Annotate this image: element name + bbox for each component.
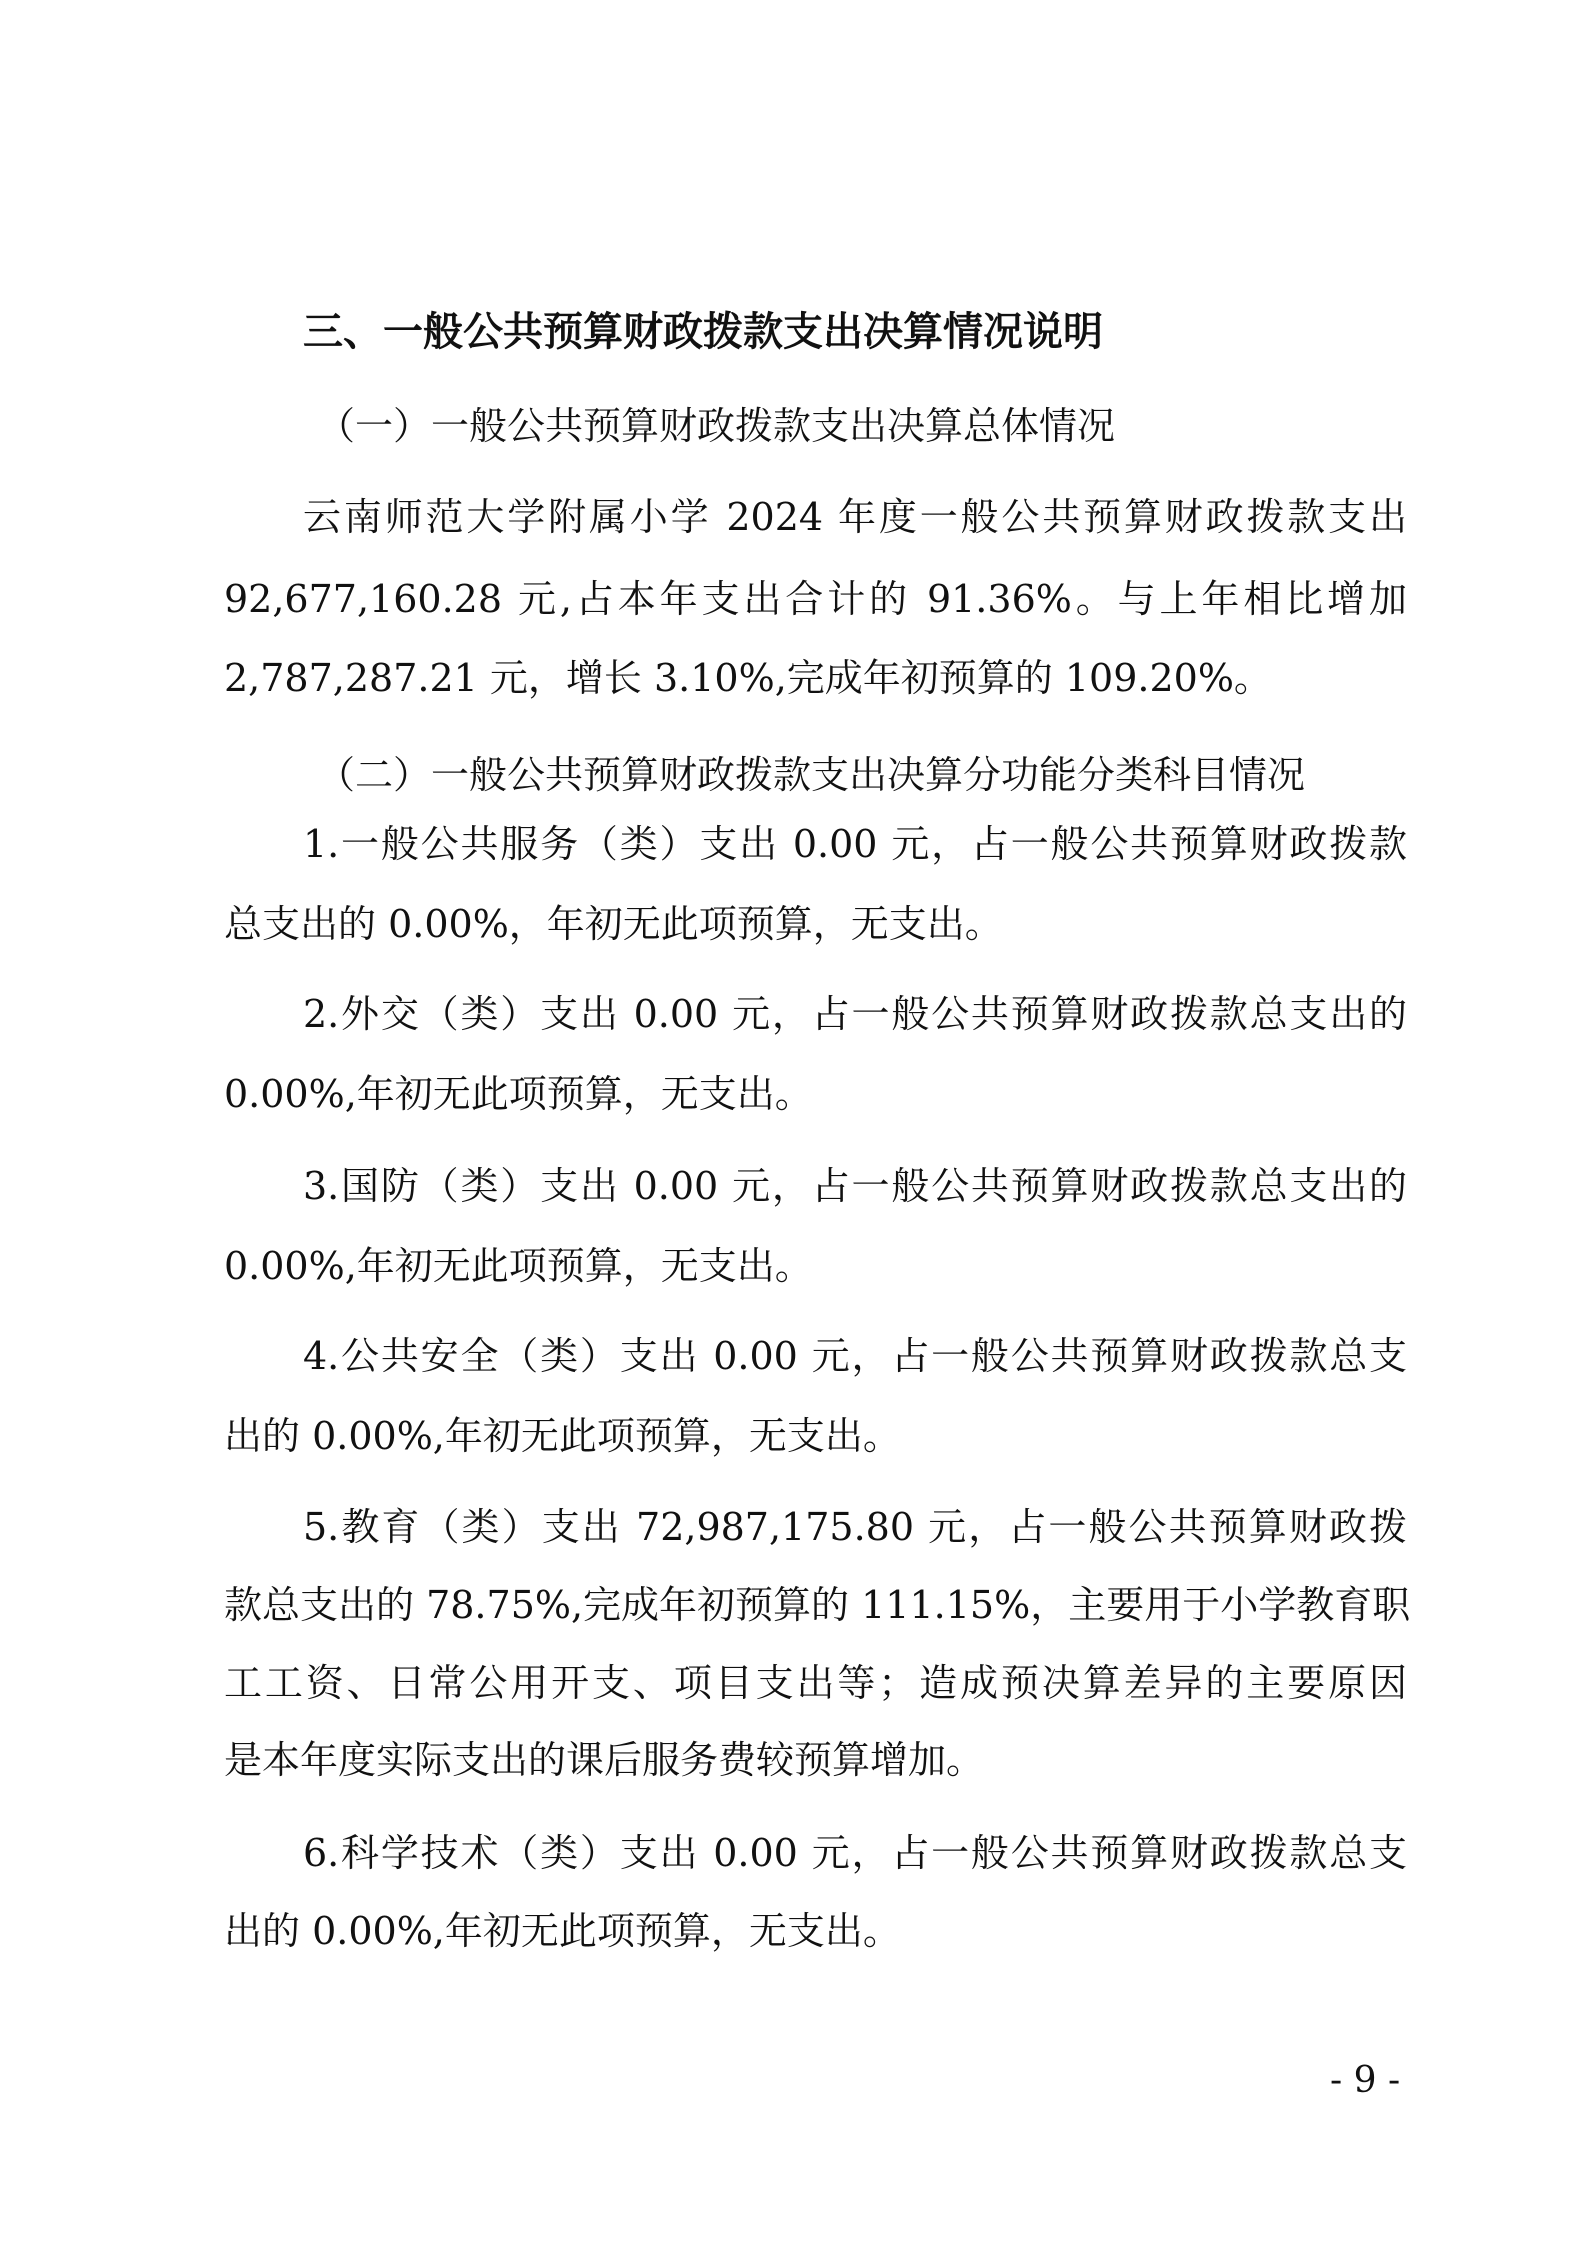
paragraph-line: 3.国防（类）支出 0.00 元，占一般公共预算财政拨款总支出的 bbox=[303, 1164, 1407, 1208]
paragraph-line: 0.00%,年初无此项预算，无支出。 bbox=[224, 1244, 813, 1288]
paragraph-line: 5.教育（类）支出 72,987,175.80 元，占一般公共预算财政拨 bbox=[303, 1505, 1407, 1549]
paragraph-line: 2,787,287.21 元，增长 3.10%,完成年初预算的 109.20%。 bbox=[224, 656, 1272, 700]
section2-title: （二）一般公共预算财政拨款支出决算分功能分类科目情况 bbox=[317, 753, 1306, 797]
paragraph-line: 1.一般公共服务（类）支出 0.00 元，占一般公共预算财政拨款 bbox=[303, 822, 1407, 866]
paragraph-line: 出的 0.00%,年初无此项预算，无支出。 bbox=[224, 1909, 901, 1953]
paragraph-line: 4.公共安全（类）支出 0.00 元，占一般公共预算财政拨款总支 bbox=[303, 1334, 1407, 1378]
paragraph-line: 云南师范大学附属小学 2024 年度一般公共预算财政拨款支出 bbox=[303, 495, 1407, 539]
paragraph-line: 0.00%,年初无此项预算，无支出。 bbox=[224, 1072, 813, 1116]
paragraph-line: 2.外交（类）支出 0.00 元，占一般公共预算财政拨款总支出的 bbox=[303, 992, 1407, 1036]
paragraph-line: 款总支出的 78.75%,完成年初预算的 111.15%，主要用于小学教育职 bbox=[224, 1583, 1411, 1627]
page-heading: 三、一般公共预算财政拨款支出决算情况说明 bbox=[303, 309, 1103, 355]
paragraph-line: 出的 0.00%,年初无此项预算，无支出。 bbox=[224, 1414, 901, 1458]
paragraph-line: 6.科学技术（类）支出 0.00 元，占一般公共预算财政拨款总支 bbox=[303, 1831, 1407, 1875]
paragraph-line: 92,677,160.28 元,占本年支出合计的 91.36%。与上年相比增加 bbox=[224, 577, 1407, 621]
paragraph-line: 是本年度实际支出的课后服务费较预算增加。 bbox=[224, 1738, 985, 1782]
paragraph-line: 总支出的 0.00%，年初无此项预算，无支出。 bbox=[224, 902, 1003, 946]
paragraph-line: 工工资、日常公用开支、项目支出等；造成预决算差异的主要原因 bbox=[224, 1661, 1407, 1705]
page-number: - 9 - bbox=[1330, 2060, 1401, 2101]
section1-title: （一）一般公共预算财政拨款支出决算总体情况 bbox=[317, 404, 1116, 448]
